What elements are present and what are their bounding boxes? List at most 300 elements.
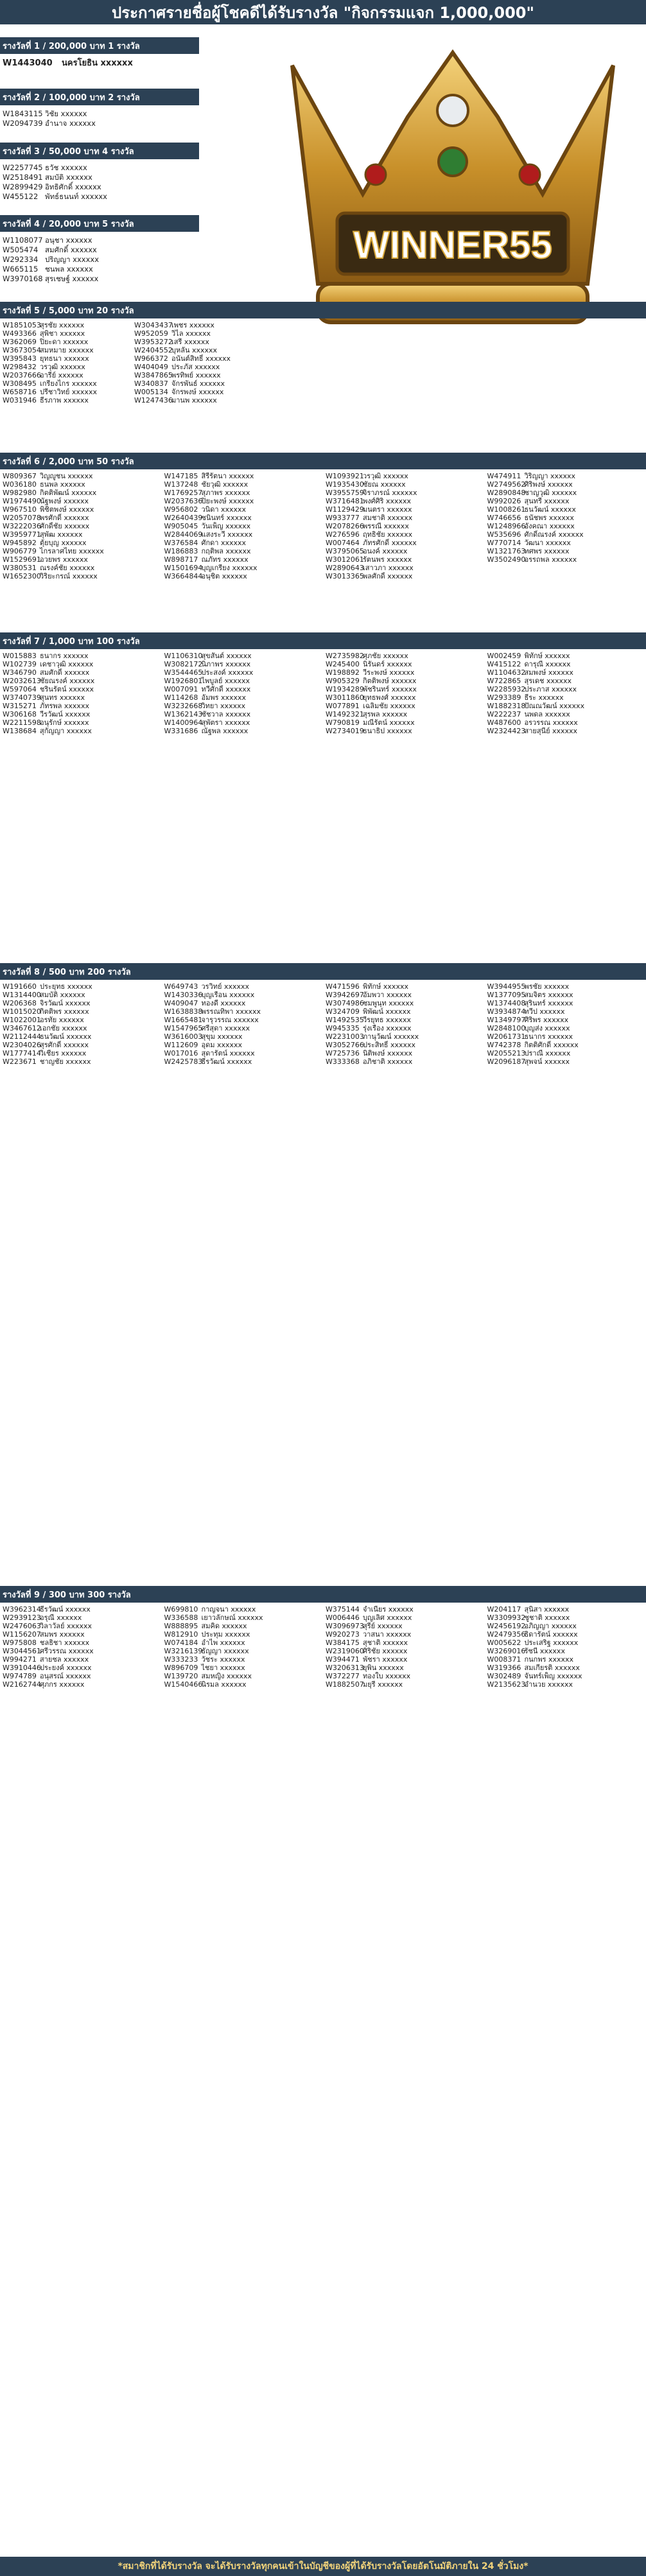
winner-name: สุพัตรา xxxxxx (201, 718, 250, 727)
winner-name: ประภาส xxxxxx (524, 685, 577, 693)
winner-name: ธวัช xxxxxx (45, 163, 87, 172)
winner-name: เดชาวุฒิ xxxxxx (40, 660, 94, 668)
winner-number: W308495 (3, 379, 37, 388)
winner-row (132, 338, 263, 346)
winner-name: ประเสริฐ xxxxxx (524, 1639, 579, 1647)
winner-name: ภานุวัฒน์ xxxxxx (363, 1032, 419, 1041)
winner-row (162, 1024, 324, 1032)
winner-row (485, 1639, 646, 1647)
winner-name: รัชนี xxxxxx (524, 1647, 565, 1655)
winner-row (132, 396, 263, 405)
winner-row (162, 572, 324, 580)
winner-row (0, 388, 132, 396)
tier-header: รางวัลที่ 9 / 300 บาท 300 รางวัล (0, 1586, 646, 1603)
winners-grid (0, 472, 646, 580)
winner-row (162, 1049, 324, 1057)
winner-number: W114268 (164, 693, 198, 702)
winner-number: W2640439 (164, 514, 203, 522)
winner-name: สุรชัย xxxxxx (40, 321, 85, 329)
winner-row (485, 685, 646, 693)
winner-number: W896709 (164, 1664, 198, 1672)
winner-number: W007091 (164, 685, 198, 693)
winner-name: ธีรวัฒน์ xxxxxx (40, 1605, 91, 1614)
winner-row (323, 1680, 485, 1689)
winner-number: W2848100 (487, 1024, 526, 1032)
winner-number: W906779 (3, 547, 37, 555)
winner-row (323, 999, 485, 1007)
winner-name: ศิริพร xxxxxx (524, 1016, 569, 1024)
winner-name: ธนัชพร xxxxxx (524, 514, 574, 522)
winner-name: ศุภกร xxxxxx (40, 1680, 85, 1689)
winner-row (323, 1057, 485, 1066)
winner-row (0, 472, 162, 480)
winner-number: W3096973 (326, 1622, 364, 1630)
winner-number: W3222036 (3, 522, 41, 530)
winner-name: ชมพูนุท xxxxxx (363, 999, 414, 1007)
winners-grid (0, 321, 263, 405)
winner-name: สุพิชา xxxxxx (40, 329, 85, 338)
winner-number: W204117 (487, 1605, 521, 1614)
winner-name: อรุณี xxxxxx (40, 1614, 82, 1622)
winner-name: ทศพร xxxxxx (524, 547, 570, 555)
winner-name: สมชาติ xxxxxx (363, 514, 413, 522)
winner-number: W372277 (326, 1672, 360, 1680)
logo-text: WINNER55 (353, 223, 553, 266)
winner-number: W380531 (3, 564, 37, 572)
winner-name: สายชล xxxxxx (40, 1655, 89, 1664)
winner-name: เอกชัย xxxxxx (40, 1024, 87, 1032)
footer-note (0, 2557, 646, 2576)
winner-number: W1652300 (3, 572, 41, 580)
winner-row (162, 718, 324, 727)
winner-number: W1247436 (134, 396, 173, 405)
winner-number: W1529691 (3, 555, 41, 564)
winner-name: สมศักดิ์ xxxxxx (40, 668, 90, 677)
winner-row (485, 693, 646, 702)
winner-name: ปิยะพงษ์ xxxxxx (201, 497, 254, 505)
winner-row (0, 539, 162, 547)
winner-row (0, 514, 162, 522)
winner-row (162, 522, 324, 530)
winner-number: W3232668 (164, 702, 203, 710)
winner-row (162, 982, 324, 991)
winner-name: สุนิสา xxxxxx (524, 1605, 570, 1614)
winner-number: W2479356 (487, 1630, 526, 1639)
winner-name: พรศักดิ์ xxxxxx (40, 514, 89, 522)
winner-row (0, 982, 162, 991)
winner-name: สมพงษ์ xxxxxx (524, 668, 573, 677)
winner-row (162, 668, 324, 677)
winner-row (323, 555, 485, 564)
winner-name: เกรียงไกร xxxxxx (40, 379, 97, 388)
winner-number: W967510 (3, 505, 37, 514)
winner-name: สิรีรัตนา xxxxxx (201, 472, 254, 480)
winner-row (0, 329, 132, 338)
winner-name: มณีรัตน์ xxxxxx (363, 718, 415, 727)
winner-name: กิตติศักดิ์ xxxxxx (524, 1041, 579, 1049)
winner-number: W3955759 (326, 489, 364, 497)
winner-name: พิพัฒน์ xxxxxx (363, 1007, 411, 1016)
winner-row (485, 702, 646, 710)
winner-number: W3082172 (164, 660, 203, 668)
winner-number: W2211598 (3, 718, 41, 727)
winner-number: W3673054 (3, 346, 41, 354)
winner-name: ชัชวาล xxxxxx (201, 710, 251, 718)
winner-row (0, 505, 162, 514)
winner-name: อารีย์ xxxxxx (40, 371, 83, 379)
winner-number: W2231003 (326, 1032, 364, 1041)
winner-row (485, 1614, 646, 1622)
winner-name: ธนวัฒน์ xxxxxx (40, 1032, 92, 1041)
winner-row (0, 668, 162, 677)
winner-row (0, 693, 162, 702)
winner-name: วิทยา xxxxxx (201, 702, 246, 710)
winner-row (0, 1024, 162, 1032)
winner-number: W137248 (164, 480, 198, 489)
winner-number: W3934874 (487, 1007, 526, 1016)
winner-row (485, 497, 646, 505)
winner-number: W2456192 (487, 1622, 526, 1630)
winner-row (323, 1672, 485, 1680)
winner-name: สมบัติ xxxxxx (45, 173, 92, 182)
winner-number: W722865 (487, 677, 521, 685)
winner-name: อนุรักษ์ xxxxxx (40, 718, 89, 727)
winner-row (323, 982, 485, 991)
winner-name: สุภาพร xxxxxx (201, 489, 250, 497)
winner-row (485, 991, 646, 999)
winner-number: W223671 (3, 1057, 37, 1066)
winner-number: W384175 (326, 1639, 360, 1647)
winner-row (485, 539, 646, 547)
winner-row (132, 363, 263, 371)
winner-name: ชัยวุฒิ xxxxxx (201, 480, 249, 489)
winner-row (323, 522, 485, 530)
winner-name: วันเพ็ญ xxxxxx (201, 522, 251, 530)
winner-number: W3502490 (487, 555, 526, 564)
winner-number: W905045 (164, 522, 198, 530)
winner-name: ประสงค์ xxxxxx (201, 668, 254, 677)
winner-name: ประสิทธิ์ xxxxxx (363, 1041, 416, 1049)
winner-number: W2404552 (134, 346, 173, 354)
winner-row (0, 396, 132, 405)
winner-name: พิชิตพงษ์ xxxxxx (40, 505, 94, 514)
winner-row (0, 346, 132, 354)
winner-number: W975808 (3, 1639, 37, 1647)
winner-row (485, 1024, 646, 1032)
winner-row (0, 999, 162, 1007)
winner-name: กิตติพงษ์ xxxxxx (363, 677, 417, 685)
winner-name: อนุชา xxxxxx (45, 236, 92, 245)
winner-name: สุขสันต์ xxxxxx (201, 652, 252, 660)
winner-name: จักรพงษ์ xxxxxx (171, 388, 224, 396)
winner-number: W3309932 (487, 1614, 526, 1622)
winner-number: W2094739 (3, 119, 43, 128)
winner-name: สุนทร xxxxxx (40, 693, 85, 702)
winner-number: W375144 (326, 1605, 360, 1614)
winner-name: วีรยุทธ xxxxxx (363, 1016, 412, 1024)
winner-number: W2734019 (326, 727, 364, 735)
winner-row (3, 173, 92, 182)
winner-row (485, 522, 646, 530)
winner-name: อำไพ xxxxxx (201, 1639, 245, 1647)
winner-number: W1108077 (3, 236, 43, 245)
winner-number: W3664844 (164, 572, 203, 580)
winner-row (3, 163, 87, 172)
winners-grid (0, 652, 646, 735)
winner-row (0, 1647, 162, 1655)
winner-row (323, 685, 485, 693)
winner-row (485, 1647, 646, 1655)
winner-name: อำนวย xxxxxx (524, 1680, 573, 1689)
winner-row (0, 379, 132, 388)
crown-icon (266, 40, 639, 342)
winner-number: W3847865 (134, 371, 173, 379)
tier-header: รางวัลที่ 8 / 500 บาท 200 รางวัล (0, 963, 646, 980)
winner-row (323, 668, 485, 677)
winner-row (323, 1630, 485, 1639)
winner-name: สมเกียรติ xxxxxx (524, 1664, 580, 1672)
winner-number: W319366 (487, 1664, 521, 1672)
winner-number: W1547965 (164, 1024, 203, 1032)
winner-name: ธนากร xxxxxx (40, 652, 89, 660)
winner-number: W455122 (3, 192, 39, 201)
winner-number: W074184 (164, 1639, 198, 1647)
winner-number: W3962314 (3, 1605, 41, 1614)
winner-name: ชนินทร์ xxxxxx (201, 514, 252, 522)
winner-row (323, 514, 485, 522)
winner-number: W3012061 (326, 555, 364, 564)
winner-row (323, 652, 485, 660)
winner-number: W1106310 (164, 652, 203, 660)
winner-row (0, 354, 132, 363)
winner-name: วิญญูชน xxxxxx (40, 472, 93, 480)
winner-name: ศรีวรรณ xxxxxx (40, 1647, 94, 1655)
winner-number: W3616003 (164, 1032, 203, 1041)
winner-row (132, 354, 263, 363)
tier-header: รางวัลที่ 7 / 1,000 บาท 100 รางวัล (0, 632, 646, 649)
winner-name: สมบัติ xxxxxx (40, 991, 85, 999)
winner-row (162, 1605, 324, 1614)
winner-number: W1015020 (3, 1007, 41, 1016)
winner-name: ไพบูลย์ xxxxxx (201, 677, 250, 685)
winner-name: สุนทรี xxxxxx (524, 497, 570, 505)
winner-number: W920273 (326, 1630, 360, 1639)
winner-row (485, 982, 646, 991)
winner-row (132, 321, 263, 329)
winner-number: W1843115 (3, 109, 43, 118)
winner-row (0, 1605, 162, 1614)
winner-name: ยุทธนา xxxxxx (40, 354, 89, 363)
winner-row (323, 489, 485, 497)
winner-row (485, 727, 646, 735)
winner-row (162, 1630, 324, 1639)
tier-header: รางวัลที่ 4 / 20,000 บาท 5 รางวัล (0, 215, 199, 232)
winner-row (162, 685, 324, 693)
winner-number: W2037666 (3, 371, 41, 379)
winner-name: เสาวภา xxxxxx (363, 564, 414, 572)
winner-row (485, 530, 646, 539)
winner-number: W395843 (3, 354, 37, 363)
winner-name: วิลาวัลย์ xxxxxx (40, 1622, 92, 1630)
winner-name: มานพ xxxxxx (171, 396, 217, 405)
winner-name: ประยงค์ xxxxxx (40, 1664, 92, 1672)
winner-number: W139720 (164, 1672, 198, 1680)
winner-name: ณัฐพล xxxxxx (201, 727, 249, 735)
winner-row (162, 660, 324, 668)
winner-number: W2055213 (487, 1049, 526, 1057)
winner-number: W1008261 (487, 505, 526, 514)
winner-row (323, 1049, 485, 1057)
winner-row (162, 497, 324, 505)
winner-name: อนงค์ xxxxxx (363, 547, 408, 555)
tier-header: รางวัลที่ 1 / 200,000 บาท 1 รางวัล (0, 37, 199, 54)
winner-row (323, 710, 485, 718)
winner-number: W3011860 (326, 693, 364, 702)
winner-row (485, 555, 646, 564)
winner-name: บุญส่ง xxxxxx (524, 1024, 570, 1032)
winner-name: วรวิทย์ xxxxxx (201, 982, 250, 991)
tier-header: รางวัลที่ 5 / 5,000 บาท 20 รางวัล (0, 302, 646, 318)
winner-number: W1321763 (487, 547, 526, 555)
winner-name: พรชัย xxxxxx (524, 982, 570, 991)
winner-number: W1974490 (3, 497, 41, 505)
winner-name: สุขุม xxxxxx (201, 1032, 243, 1041)
winner-row (485, 489, 646, 497)
winner-name: ธนากร xxxxxx (524, 1032, 573, 1041)
winner-number: W905329 (326, 677, 360, 685)
winner-row (323, 1032, 485, 1041)
winner-name: วิไล xxxxxx (171, 329, 211, 338)
winner-number: W1022001 (3, 1016, 41, 1024)
winner-row (485, 1049, 646, 1057)
winner-row (485, 547, 646, 555)
winner-row (485, 1057, 646, 1066)
winner-number: W2032613 (3, 677, 41, 685)
winner-number: W746656 (487, 514, 521, 522)
winner-number: W1377095 (487, 991, 526, 999)
winner-name: ทองดี xxxxxx (201, 999, 246, 1007)
winner-number: W1769257 (164, 489, 203, 497)
winner-row (0, 991, 162, 999)
winner-row (3, 245, 97, 254)
winner-number: W005134 (134, 388, 168, 396)
winner-number: W933777 (326, 514, 360, 522)
winner-number: W725736 (326, 1049, 360, 1057)
winner-row (485, 999, 646, 1007)
winner-number: W952059 (134, 329, 168, 338)
winner-name: ศิริพงษ์ xxxxxx (524, 480, 573, 489)
winner-row (485, 1007, 646, 1016)
winner-row (323, 1007, 485, 1016)
winner-number: W1093921 (326, 472, 364, 480)
winner-row (162, 693, 324, 702)
winner-number: W649743 (164, 982, 198, 991)
winner-row (162, 1680, 324, 1689)
winner-row (3, 265, 93, 274)
winner-number: W002459 (487, 652, 521, 660)
winner-name: ภัทรศักดิ์ xxxxxx (363, 539, 417, 547)
winner-number: W1540466 (164, 1680, 203, 1689)
winner-number: W362069 (3, 338, 37, 346)
winner-row (0, 652, 162, 660)
winner-name: แสงระวี xxxxxx (201, 530, 253, 539)
winner-number: W888895 (164, 1622, 198, 1630)
winner-row (323, 539, 485, 547)
winner-name: พัชรินทร์ xxxxxx (363, 685, 417, 693)
winner-name: พรทิพย์ xxxxxx (171, 371, 221, 379)
winner-row (0, 710, 162, 718)
winner-number: W331686 (164, 727, 198, 735)
winner-number: W471596 (326, 982, 360, 991)
winner-row (0, 1664, 162, 1672)
winner-row (0, 480, 162, 489)
winner-name: อรวรรณ xxxxxx (524, 718, 578, 727)
winner-row (0, 1041, 162, 1049)
winner-row (0, 1049, 162, 1057)
winner-row (162, 1647, 324, 1655)
winner-name: วีระพงษ์ xxxxxx (363, 668, 415, 677)
winner-number: W276596 (326, 530, 360, 539)
winner-name: อัมพร xxxxxx (201, 693, 247, 702)
winner-name: สุรเดช xxxxxx (524, 677, 572, 685)
winner-name: ปิยะดา xxxxxx (40, 338, 89, 346)
winner-number: W1926801 (164, 677, 203, 685)
winner-name: สุดารัตน์ xxxxxx (201, 1049, 255, 1057)
winner-name: ประยุทธ xxxxxx (40, 982, 92, 991)
winner-row (485, 1630, 646, 1639)
page-title: ประกาศรายชื่อผู้โชคดีได้รับรางวัล "กิจกรรมแจก 1,000,000" (112, 3, 534, 22)
winner-name: พรรณี xxxxxx (363, 522, 409, 530)
winner-number: W138684 (3, 727, 37, 735)
winner-number: W3959771 (3, 530, 41, 539)
winner-name: ศิริชัย xxxxxx (363, 1647, 408, 1655)
winner-name: พรรณทิพา xxxxxx (201, 1007, 261, 1016)
winner-name: รุ่งเรือง xxxxxx (363, 1024, 412, 1032)
winner-number: W992026 (487, 497, 521, 505)
winner-name: ดารุณี xxxxxx (524, 660, 571, 668)
winner-number: W658716 (3, 388, 37, 396)
winner-name: ชัยณรงค์ xxxxxx (40, 677, 95, 685)
winner-number: W1362143 (164, 710, 203, 718)
winner-row (323, 660, 485, 668)
winner-row (323, 1639, 485, 1647)
winner-name: กนกพร xxxxxx (524, 1655, 574, 1664)
winner-name: นัฐพงษ์ xxxxxx (40, 497, 89, 505)
winner-name: ฤทธิชัย xxxxxx (363, 530, 413, 539)
winner-number: W3074986 (326, 999, 364, 1007)
winner-number: W3216139 (164, 1647, 203, 1655)
winner-number: W1443040 (3, 58, 53, 68)
winner-number: W699810 (164, 1605, 198, 1614)
winner-name: ทวีป xxxxxx (524, 1007, 565, 1016)
winner-number: W474911 (487, 472, 521, 480)
winner-row (485, 1016, 646, 1024)
winner-row (162, 1041, 324, 1049)
winner-number: W2476063 (3, 1622, 41, 1630)
winner-row (485, 660, 646, 668)
winner-name: อนันต์สิทธิ์ xxxxxx (171, 354, 231, 363)
winner-name: อภิชาติ xxxxxx (363, 1057, 413, 1066)
winner-row (323, 1664, 485, 1672)
winner-row (323, 693, 485, 702)
winner-name: สมหมาย xxxxxx (40, 346, 94, 354)
winner-name: วิริญญา xxxxxx (524, 472, 576, 480)
winner-number: W487600 (487, 718, 521, 727)
winner-row (485, 514, 646, 522)
winner-number: W812910 (164, 1630, 198, 1639)
winner-number: W1882507 (326, 1680, 364, 1689)
winner-number: W3942697 (326, 991, 364, 999)
